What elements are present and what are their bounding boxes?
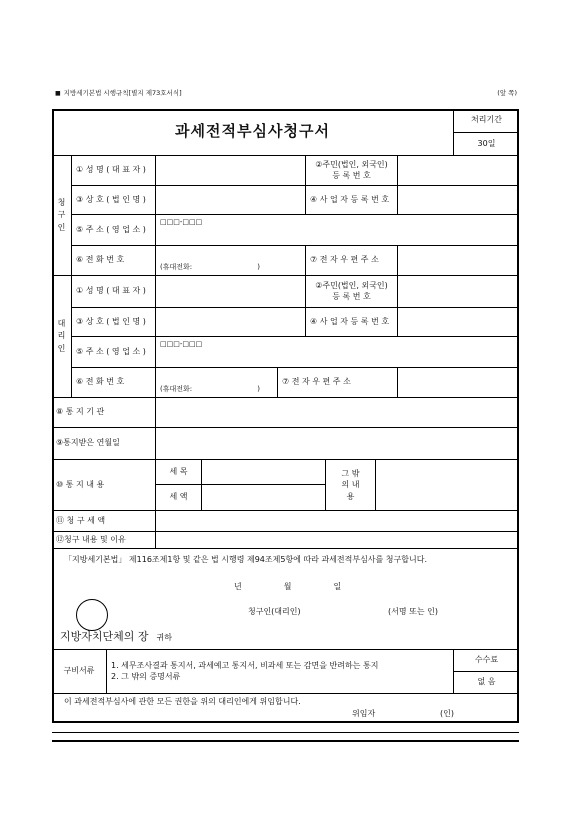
agent-name-field[interactable]	[156, 276, 306, 308]
day-label: 일	[333, 582, 342, 591]
bullet-icon: ■	[55, 90, 61, 97]
statement-text: 「지방세기본법」 제116조제1항 및 같은 법 시행령 제94조제5항에 따라 과세전적부심사를 청구합니다.	[64, 555, 427, 564]
notice-date-label: ⑨통지받은 연월일	[52, 428, 156, 460]
agent-phone-field[interactable]: (휴대전화: )	[156, 368, 278, 398]
docs-label: 구비서류	[52, 650, 107, 694]
statement-block	[52, 549, 519, 650]
docs-item-2: 2. 그 밖의 증명서류	[111, 671, 181, 681]
agent-resident-no-field[interactable]	[398, 276, 519, 308]
agent-resident-no-label: ②주민(법인, 외국인) 등 록 번 호	[306, 276, 398, 308]
processing-value: 30일	[454, 133, 519, 156]
fee-value: 없 음	[454, 672, 519, 694]
agent-phone-label: ⑥ 전 화 번 호	[72, 368, 156, 398]
postcode-placeholder: □□□-□□□	[160, 218, 203, 226]
form-title-cell	[52, 109, 454, 156]
notice-agency-field[interactable]	[156, 398, 519, 428]
year-label: 년	[234, 582, 242, 591]
official-seal-circle	[76, 599, 108, 631]
processing-label: 처리기간	[454, 109, 519, 133]
delegator-seal: (인)	[440, 709, 454, 718]
tax-amount-label: 세 액	[156, 485, 202, 511]
notice-agency-label: ⑧ 통 지 기 관	[52, 398, 156, 428]
claimant-address-label: ⑤ 주 소 ( 영 업 소 )	[72, 215, 156, 246]
claimant-resident-no-field[interactable]	[398, 156, 519, 186]
claimant-resident-no-label: ②주민(법인, 외국인) 등 록 번 호	[306, 156, 398, 186]
form-title: 과세전적부심사청구서	[175, 122, 330, 141]
claimant-company-field[interactable]	[156, 186, 306, 215]
addressee: 지방자치단체의 장 귀하	[60, 630, 172, 643]
notice-content-label: ⑩ 통 지 내 용	[52, 460, 156, 511]
delegation-block	[52, 694, 519, 723]
rule-reference: 지방세기본법 시행규칙[별지 제73호서식]	[63, 89, 182, 97]
claimant-company-label: ③ 상 호 ( 법 인 명 )	[72, 186, 156, 215]
agent-group-label: 대 리 인	[52, 276, 72, 398]
notice-date-field[interactable]	[156, 428, 519, 460]
claimant-phone-label: ⑥ 전 화 번 호	[72, 246, 156, 276]
docs-item-1: 1. 세무조사결과 통지서, 과세예고 통지서, 비과세 또는 감면을 반려하는 통지	[111, 661, 379, 671]
agent-company-field[interactable]	[156, 308, 306, 337]
claimant-name-field[interactable]	[156, 156, 306, 186]
docs-list	[107, 650, 454, 694]
claimant-sign-label: 청구인(대리인)	[248, 607, 301, 616]
bottom-rule-thick	[52, 740, 519, 742]
sign-note: (서명 또는 인)	[388, 607, 438, 616]
agent-bizreg-field[interactable]	[398, 308, 519, 337]
form-header	[55, 88, 517, 97]
claimant-address-field[interactable]	[156, 215, 519, 246]
postcode-placeholder: □□□-□□□	[160, 340, 203, 348]
claim-reason-label: ⑫청구 내용 및 이유	[52, 532, 156, 549]
tax-item-label: 세 목	[156, 460, 202, 485]
claimant-name-label: ① 성 명 ( 대 표 자 )	[72, 156, 156, 186]
claimant-email-field[interactable]	[398, 246, 519, 276]
claim-reason-field[interactable]	[156, 532, 519, 549]
claim-amount-label: ⑪ 청 구 세 액	[52, 511, 156, 532]
agent-name-label: ① 성 명 ( 대 표 자 )	[72, 276, 156, 308]
claimant-bizreg-label: ④ 사 업 자 등 록 번 호	[306, 186, 398, 215]
agent-company-label: ③ 상 호 ( 법 인 명 )	[72, 308, 156, 337]
delegator-label: 위임자	[352, 709, 376, 718]
tax-amount-field[interactable]	[202, 485, 326, 511]
claim-form	[52, 109, 519, 723]
month-label: 월	[283, 582, 292, 591]
other-content-label: 그 밖 의 내 용	[326, 460, 376, 511]
agent-email-label: ⑦ 전 자 우 편 주 소	[278, 368, 398, 398]
claimant-group-label: 청 구 인	[52, 156, 72, 276]
delegation-text: 이 과세전적부심사에 관한 모든 권한을 위의 대리인에게 위임합니다.	[64, 697, 301, 706]
claimant-phone-field[interactable]: (휴대전화: )	[156, 246, 306, 276]
claimant-bizreg-field[interactable]	[398, 186, 519, 215]
fee-label: 수수료	[454, 650, 519, 672]
claimant-email-label: ⑦ 전 자 우 편 주 소	[306, 246, 398, 276]
claim-amount-field[interactable]	[156, 511, 519, 532]
other-content-field[interactable]	[376, 460, 519, 511]
page-side: (앞 쪽)	[497, 89, 517, 97]
agent-email-field[interactable]	[398, 368, 519, 398]
date-line	[234, 582, 341, 592]
agent-address-field[interactable]	[156, 337, 519, 368]
agent-bizreg-label: ④ 사 업 자 등 록 번 호	[306, 308, 398, 337]
agent-address-label: ⑤ 주 소 ( 영 업 소 )	[72, 337, 156, 368]
bottom-rule-thin	[52, 732, 519, 733]
tax-item-field[interactable]	[202, 460, 326, 485]
